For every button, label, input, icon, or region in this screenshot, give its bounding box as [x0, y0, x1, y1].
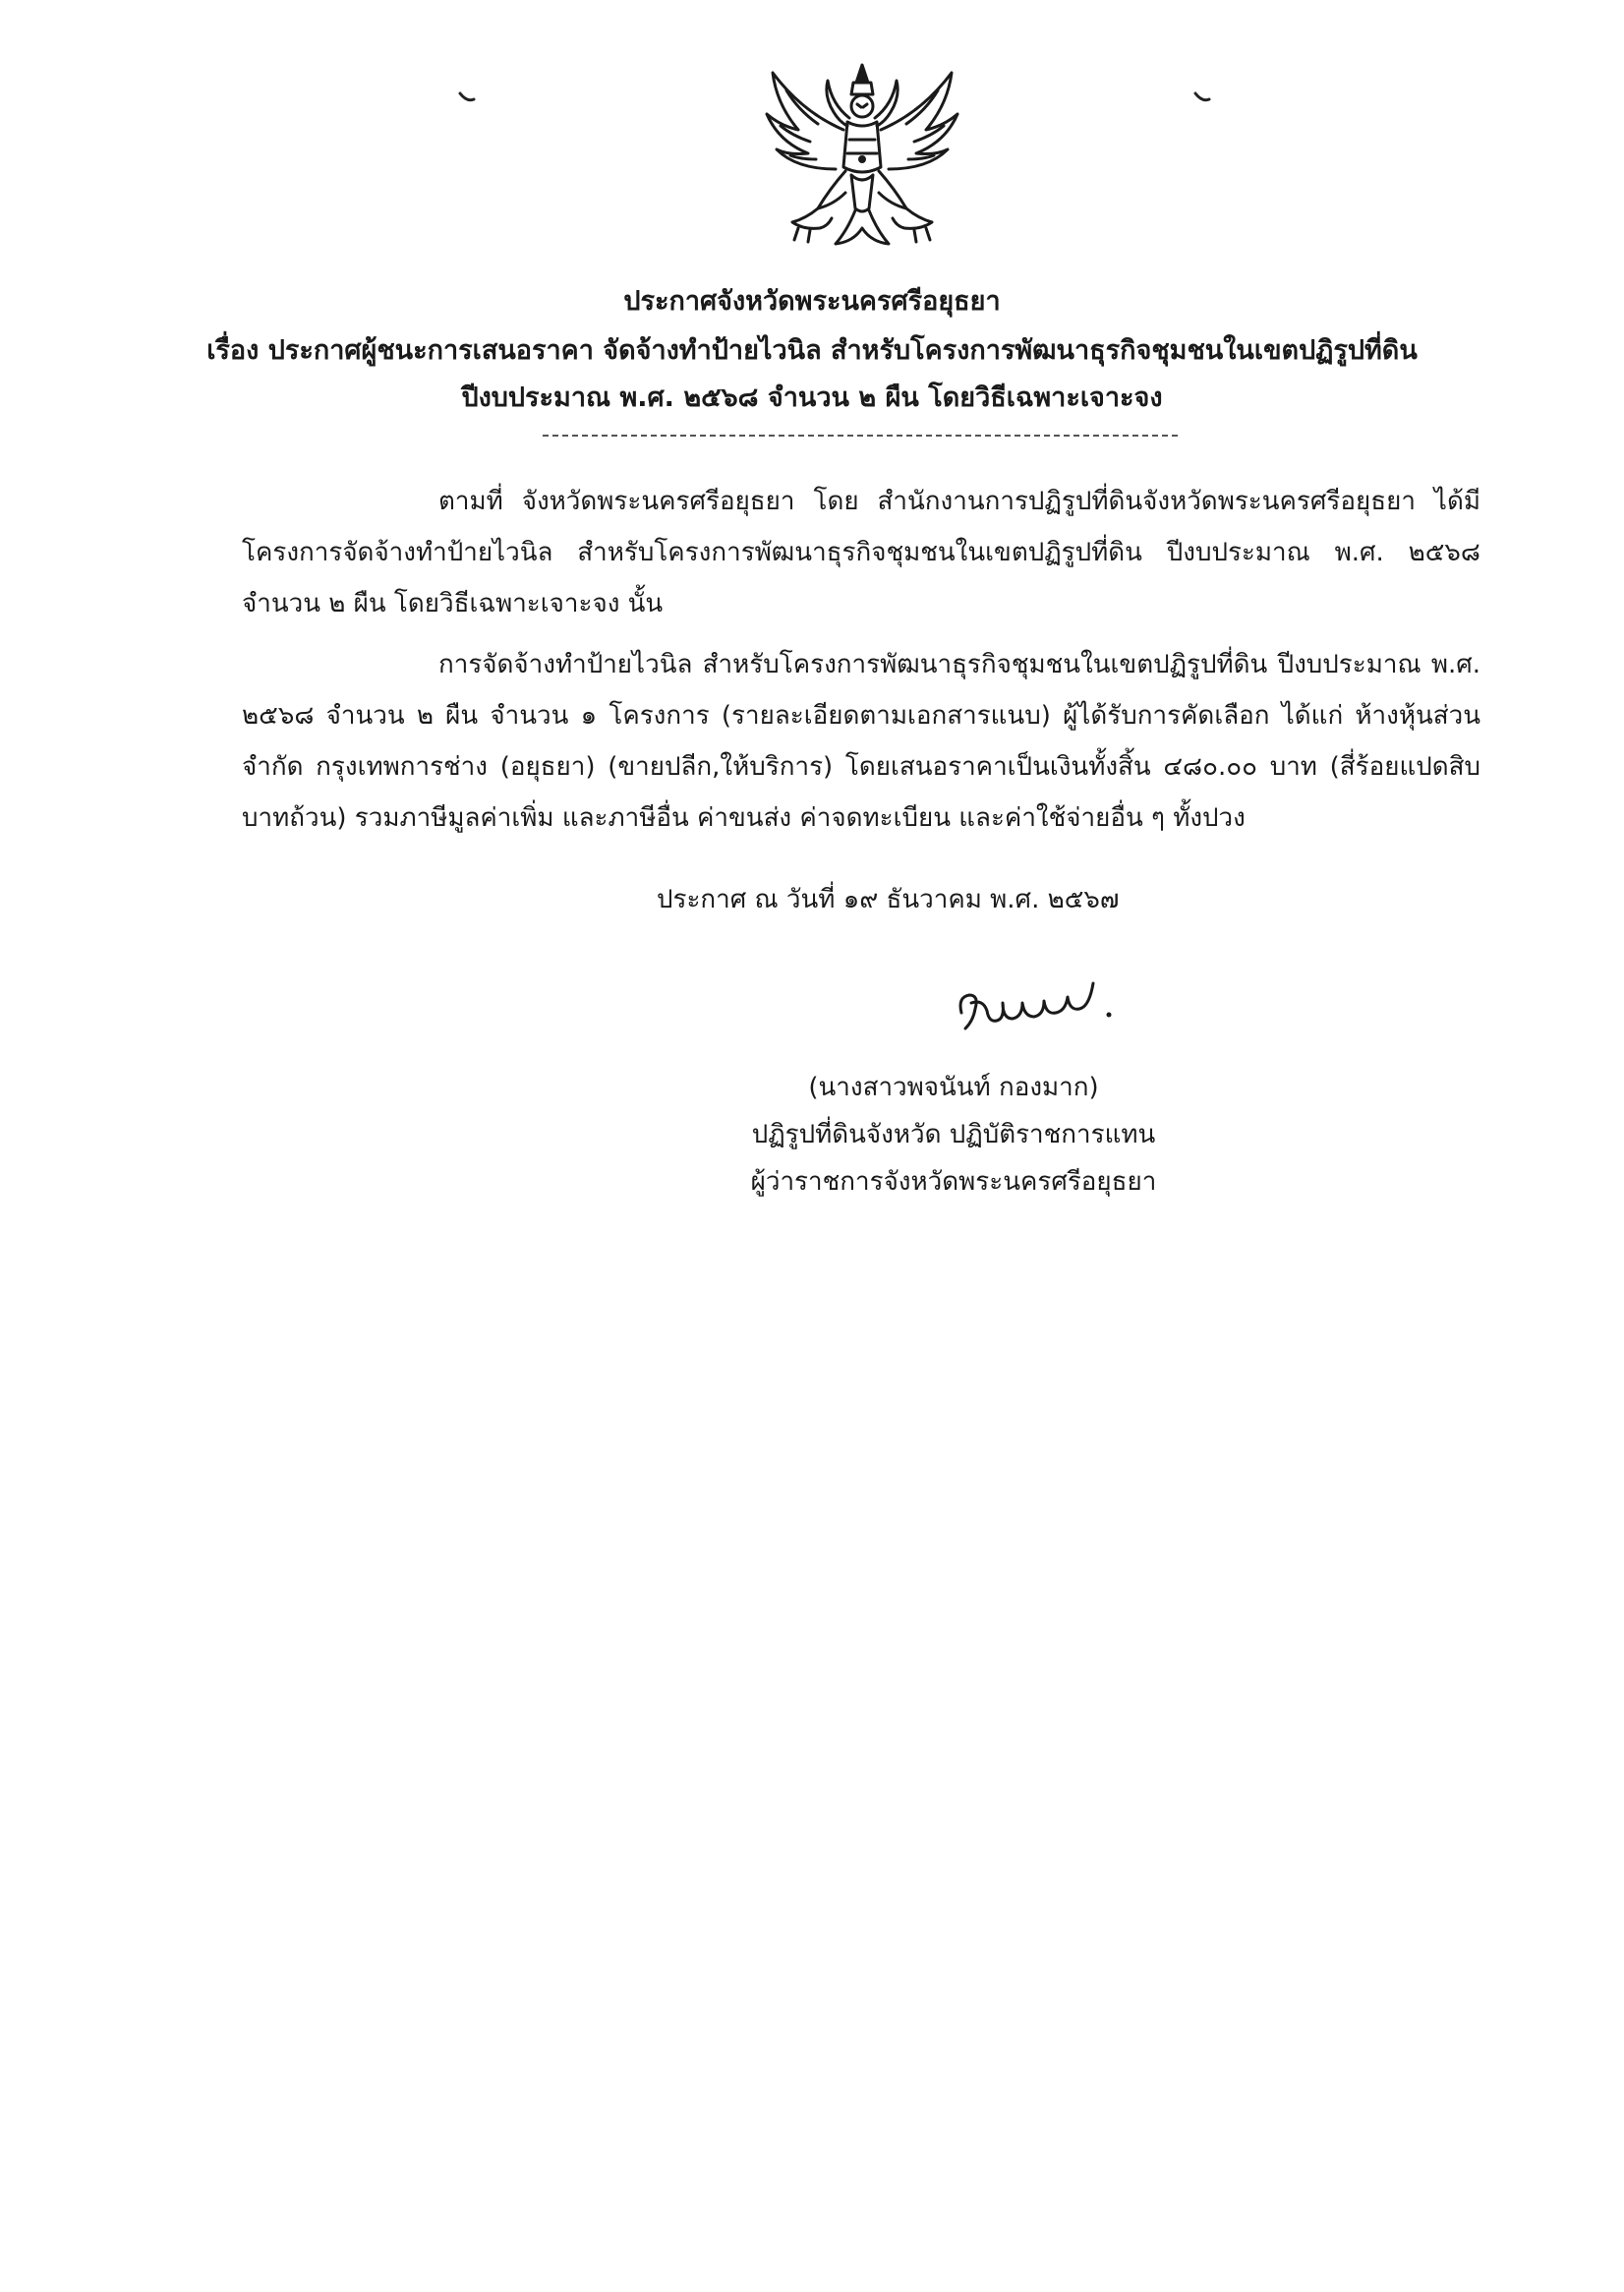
- paragraph-text: ตามที่ จังหวัดพระนครศรีอยุธยา โดย สำนักงานการปฏิรูปที่ดินจังหวัดพระนครศรีอยุธยา ได้มีโครงการจัดจ้างทำป้ายไวนิล สำหรับโครงการพัฒนาธุรกิจชุมชนในเขตปฏิรูปที่ดิน ปีงบประมาณ พ.ศ. ๒๕๖๘ จำนวน ๒ ผืน โดยวิธีเฉพาะเจาะจง นั้น: [242, 487, 1480, 618]
- paragraph-text: การจัดจ้างทำป้ายไวนิล สำหรับโครงการพัฒนาธุรกิจชุมชนในเขตปฏิรูปที่ดิน ปีงบประมาณ พ.ศ. ๒๕๖๘ จำนวน ๒ ผืน จำนวน ๑ โครงการ (รายละเอียดตามเอกสารแนบ) ผู้ได้รับการคัดเลือก ได้แก่ ห้างหุ้นส่วนจำกัด กรุงเทพการช่าง (อยุธยา) (ขายปลีก,ให้บริการ) โดยเสนอราคาเป็นเงินทั้งสิ้น ๔๘๐.๐๐ บาท (สี่ร้อยแปดสิบบาทถ้วน) รวมภาษีมูลค่าเพิ่ม และภาษีอื่น ค่าขนส่ง ค่าจดทะเบียน และค่าใช้จ่ายอื่น ๆ ทั้งปวง: [242, 650, 1480, 833]
- handwritten-signature: [954, 973, 1121, 1042]
- body-paragraph: [242, 476, 1480, 629]
- divider-line: [543, 435, 1178, 437]
- announcement-subject: เรื่อง ประกาศผู้ชนะการเสนอราคา จัดจ้างทำป้ายไวนิล สำหรับโครงการพัฒนาธุรกิจชุมชนในเขตปฏิรูปที่ดิน: [206, 335, 1418, 366]
- signatory-position-line2: ผู้ว่าราชการจังหวัดพระนครศรีอยุธยา: [750, 1167, 1157, 1197]
- tick-mark-icon: [458, 90, 476, 104]
- announcement-title: ประกาศจังหวัดพระนครศรีอยุธยา: [623, 286, 1001, 317]
- garuda-emblem-icon: [759, 61, 965, 262]
- announcement-date: ประกาศ ณ วันที่ ๑๙ ธันวาคม พ.ศ. ๒๕๖๗: [657, 885, 1120, 914]
- signatory-position: ปฏิรูปที่ดินจังหวัด ปฏิบัติราชการแทน: [751, 1120, 1156, 1149]
- body-paragraph: [242, 639, 1480, 844]
- announcement-subject-line2: ปีงบประมาณ พ.ศ. ๒๕๖๘ จำนวน ๒ ผืน โดยวิธีเฉพาะเจาะจง: [461, 382, 1163, 413]
- tick-mark-icon: [1193, 90, 1211, 104]
- signatory-name: (นางสาวพจนันท์ กองมาก): [808, 1073, 1099, 1102]
